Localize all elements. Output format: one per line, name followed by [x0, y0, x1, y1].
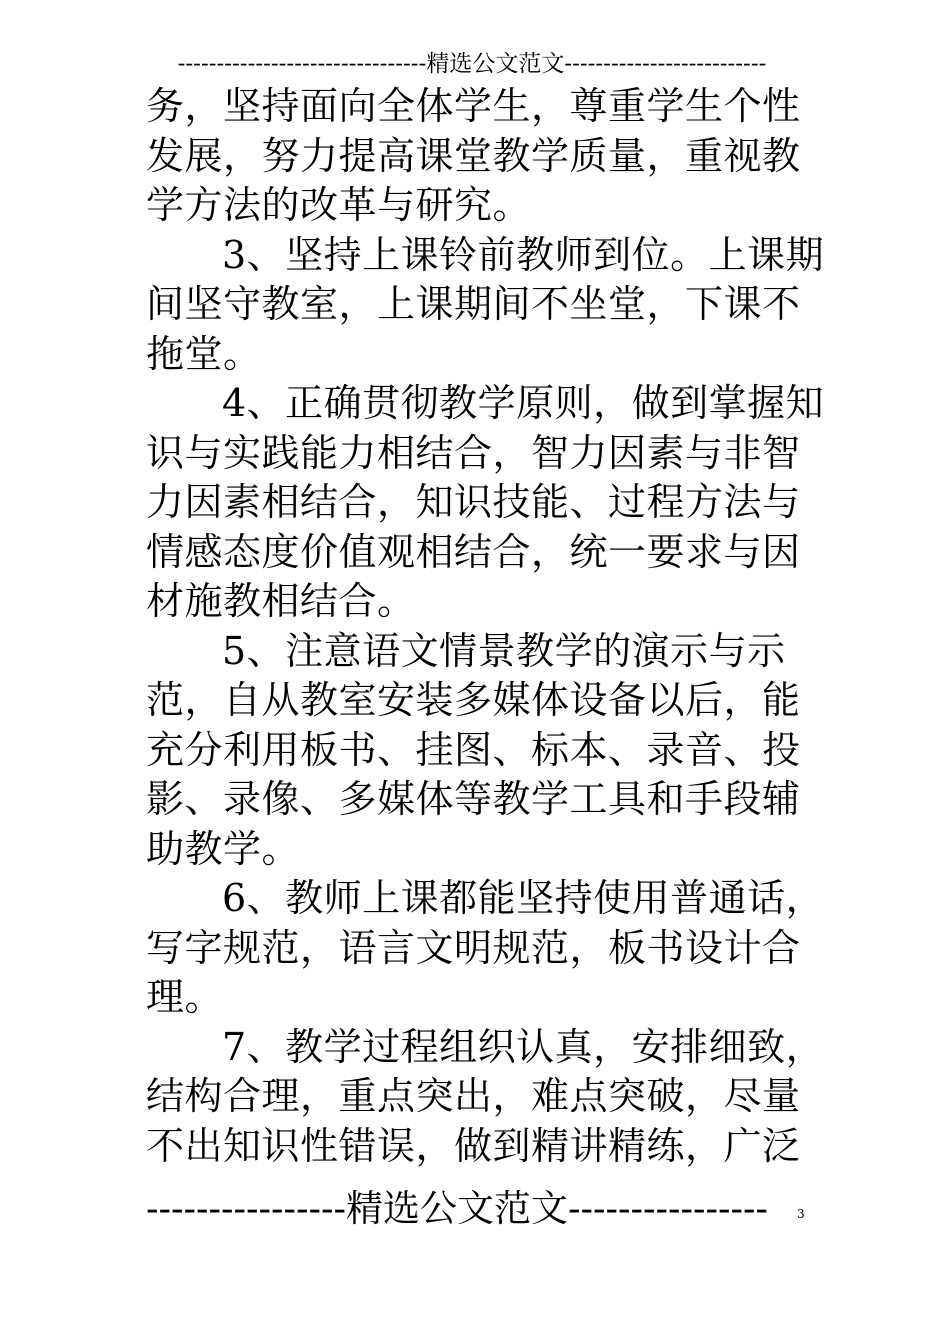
text-line: 3、坚持上课铃前教师到位。上课期 — [222, 232, 825, 277]
text-line: 情感态度价值观相结合，统一要求与因 — [146, 529, 801, 574]
document-body — [146, 82, 825, 1171]
text-line: 4、正确贯彻教学原则，做到掌握知 — [222, 381, 825, 425]
text-line: 写字规范，语言文明规范，板书设计合 — [146, 925, 801, 970]
text-line: 识与实践能力相结合，智力因素与非智 — [146, 430, 801, 475]
text-line: 力因素相结合，知识技能、过程方法与 — [146, 480, 801, 524]
text-line: 充分利用板书、挂图、标本、录音、投 — [146, 727, 801, 772]
text-line: 不出知识性错误，做到精讲精练，广泛 — [146, 1123, 801, 1168]
text-line: 间坚守教室，上课期间不坐堂，下课不 — [146, 282, 801, 326]
text-line: 拖堂。 — [146, 331, 262, 376]
page-footer: ----------------精选公文范文---------------- — [146, 1187, 769, 1230]
text-line: 理。 — [146, 975, 224, 1019]
text-line: 范，自从教室安装多媒体设备以后，能 — [146, 678, 801, 722]
text-line: 材施教相结合。 — [146, 579, 416, 623]
text-line: 5、注意语文情景教学的演示与示 — [222, 628, 786, 673]
text-line: 影、录像、多媒体等教学工具和手段辅 — [146, 777, 801, 821]
text-line: 6、教师上课都能坚持使用普通话， — [222, 876, 825, 920]
text-line: 结构合理，重点突出，难点突破，尽量 — [146, 1074, 801, 1118]
text-line: 学方法的改革与研究。 — [146, 183, 532, 227]
text-line: 发展，努力提高课堂教学质量，重视教 — [146, 133, 801, 178]
text-line: 7、教学过程组织认真，安排细致， — [222, 1024, 825, 1069]
page-number: 3 — [797, 1207, 805, 1221]
page-header: --------------------------------精选公文范文-------------------------- — [177, 51, 767, 77]
text-line: 务，坚持面向全体学生，尊重学生个性 — [146, 84, 801, 128]
text-line: 助教学。 — [146, 826, 301, 871]
